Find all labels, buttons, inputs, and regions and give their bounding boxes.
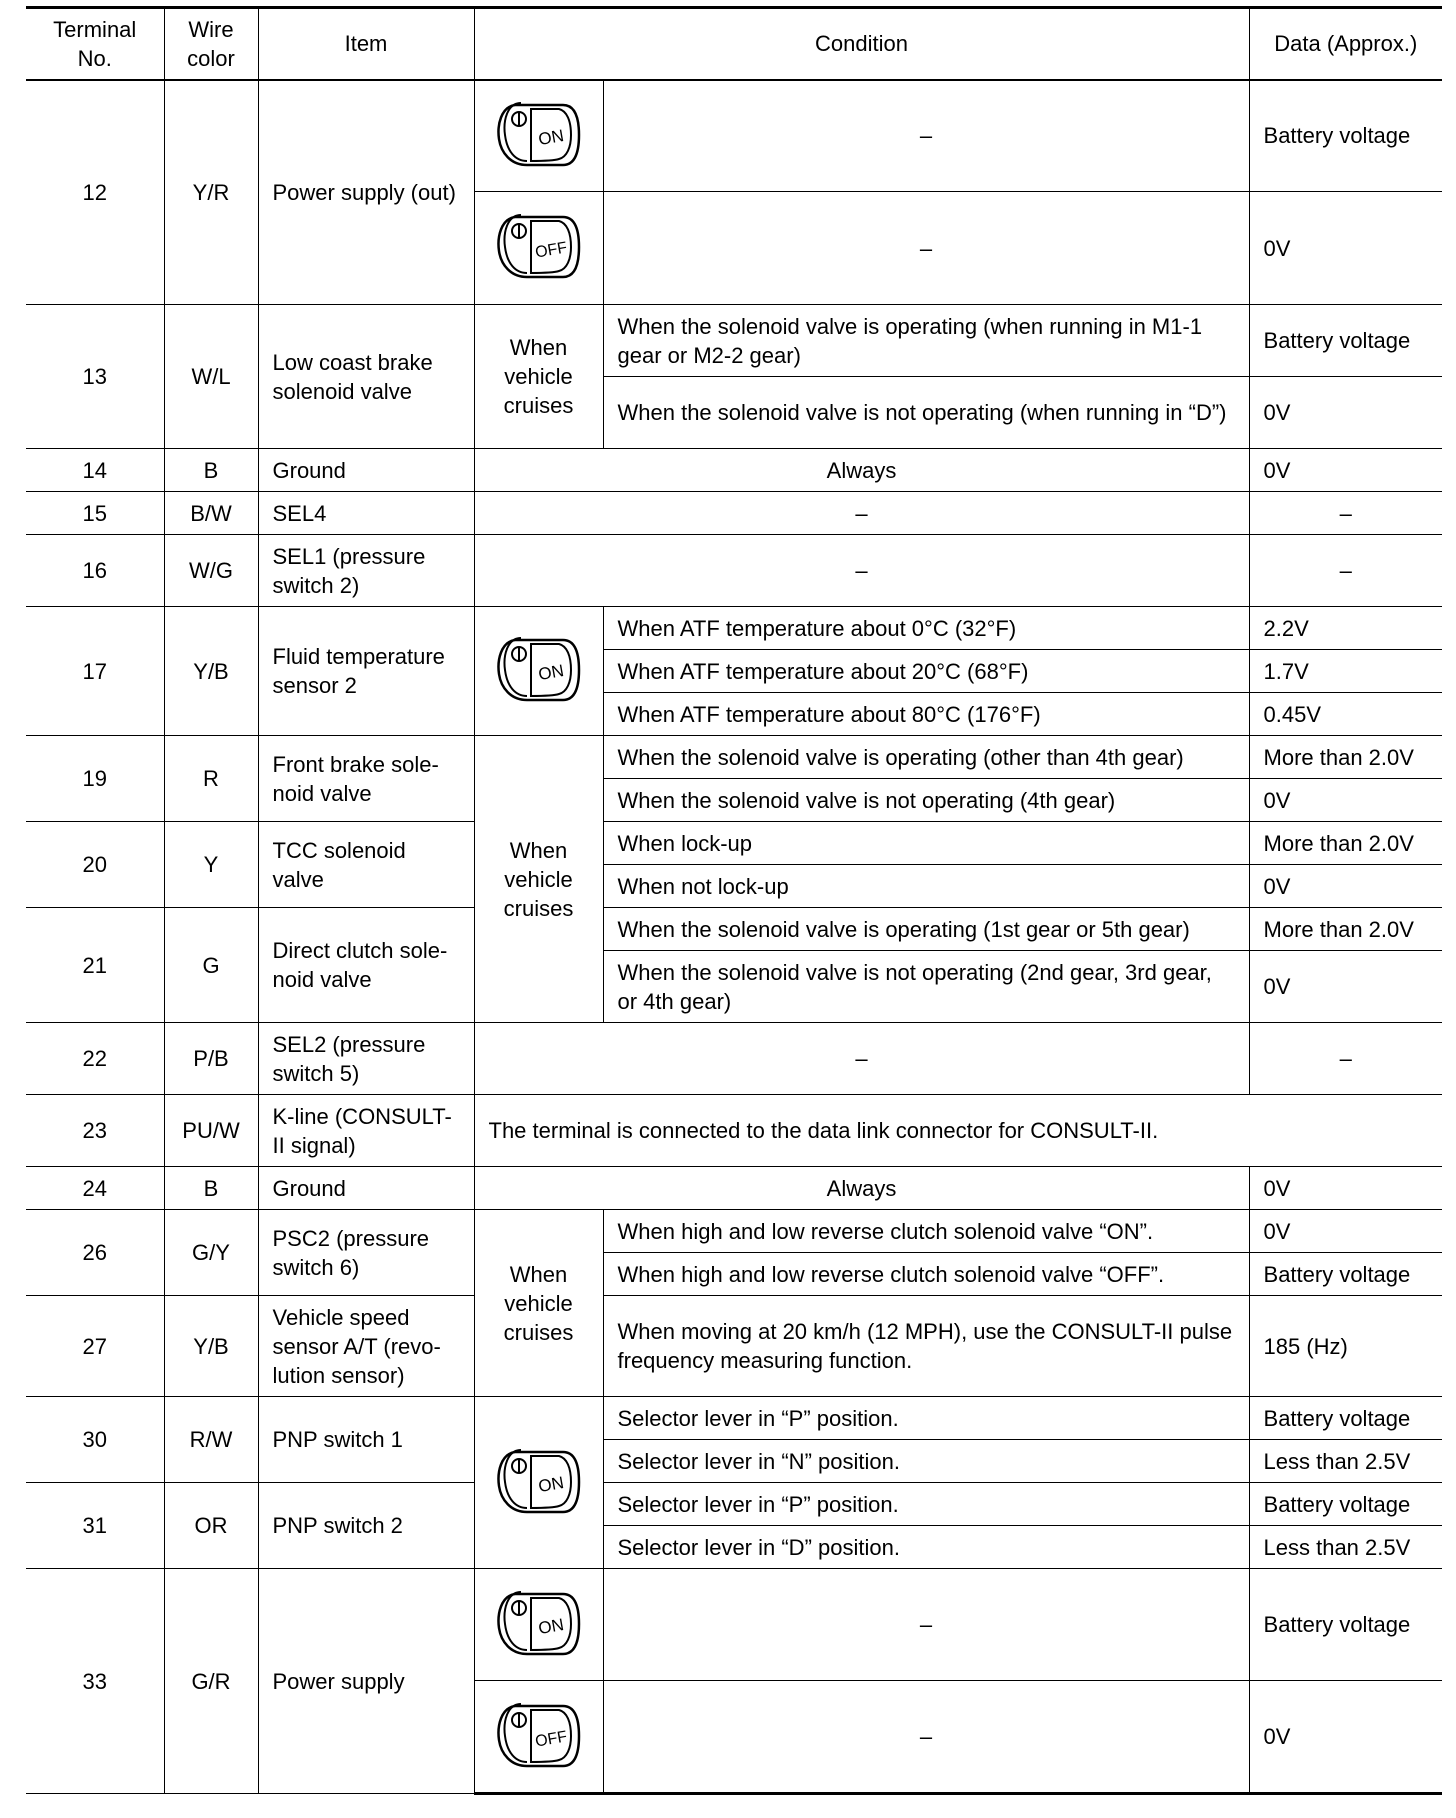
item: Front brake sole- noid valve bbox=[258, 736, 474, 822]
svg-text:ON: ON bbox=[536, 1614, 565, 1638]
wire-color: G bbox=[164, 908, 258, 1023]
condition: – bbox=[603, 1569, 1249, 1681]
terminal-no: 27 bbox=[26, 1296, 164, 1397]
table-row bbox=[26, 607, 1442, 650]
condition: When moving at 20 km/h (12 MPH), use the CONSULT-II pulse frequency measuring function. bbox=[603, 1296, 1249, 1397]
data-value: 185 (Hz) bbox=[1249, 1296, 1442, 1397]
data-value: Battery voltage bbox=[1249, 305, 1442, 377]
terminal-no: 13 bbox=[26, 305, 164, 449]
condition: When the solenoid valve is not operating (4th gear) bbox=[603, 779, 1249, 822]
condition: When high and low reverse clutch solenoid valve “ON”. bbox=[603, 1210, 1249, 1253]
svg-text:OFF: OFF bbox=[533, 239, 568, 262]
terminal-no: 15 bbox=[26, 492, 164, 535]
data-value: – bbox=[1249, 492, 1442, 535]
header-data: Data (Approx.) bbox=[1249, 8, 1442, 80]
condition: When ATF temperature about 80°C (176°F) bbox=[603, 693, 1249, 736]
item: SEL4 bbox=[258, 492, 474, 535]
wire-color: B bbox=[164, 1167, 258, 1210]
terminal-no: 20 bbox=[26, 822, 164, 908]
wire-color: R bbox=[164, 736, 258, 822]
data-value: 0V bbox=[1249, 951, 1442, 1023]
condition: – bbox=[603, 1681, 1249, 1794]
when-vehicle-cruises-label: When vehicle cruises bbox=[474, 305, 603, 449]
data-value: 0V bbox=[1249, 779, 1442, 822]
table-row bbox=[26, 492, 1442, 535]
data-value: Less than 2.5V bbox=[1249, 1440, 1442, 1483]
table-row bbox=[26, 1569, 1442, 1681]
data-value: 0V bbox=[1249, 1210, 1442, 1253]
condition: When high and low reverse clutch solenoid valve “OFF”. bbox=[603, 1253, 1249, 1296]
terminal-no: 19 bbox=[26, 736, 164, 822]
wire-color: W/G bbox=[164, 535, 258, 607]
table-row bbox=[26, 1167, 1442, 1210]
terminal-no: 12 bbox=[26, 80, 164, 305]
item: PNP switch 1 bbox=[258, 1397, 474, 1483]
condition: Always bbox=[474, 1167, 1249, 1210]
header-item: Item bbox=[258, 8, 474, 80]
svg-text:ON: ON bbox=[536, 1472, 565, 1496]
item: Ground bbox=[258, 449, 474, 492]
table-row bbox=[26, 1483, 1442, 1526]
condition: When the solenoid valve is not operating (when running in “D”) bbox=[603, 377, 1249, 449]
item: Vehicle speed sensor A/T (revo- lution sensor) bbox=[258, 1296, 474, 1397]
svg-text:ON: ON bbox=[536, 125, 565, 149]
condition: The terminal is connected to the data link connector for CONSULT-II. bbox=[474, 1095, 1442, 1167]
ignition-on-key-icon bbox=[474, 80, 603, 192]
header-wire-color: Wire color bbox=[164, 8, 258, 80]
item: SEL1 (pressure switch 2) bbox=[258, 535, 474, 607]
condition: – bbox=[603, 192, 1249, 305]
table-row bbox=[26, 305, 1442, 377]
terminal-no: 22 bbox=[26, 1023, 164, 1095]
data-value: 0V bbox=[1249, 1167, 1442, 1210]
wire-color: B/W bbox=[164, 492, 258, 535]
table-row bbox=[26, 908, 1442, 951]
terminal-no: 21 bbox=[26, 908, 164, 1023]
table-row bbox=[26, 1023, 1442, 1095]
item: Low coast brake solenoid valve bbox=[258, 305, 474, 449]
terminal-spec-table bbox=[26, 6, 1442, 1795]
wire-color: P/B bbox=[164, 1023, 258, 1095]
terminal-no: 24 bbox=[26, 1167, 164, 1210]
condition: When the solenoid valve is operating (other than 4th gear) bbox=[603, 736, 1249, 779]
terminal-no: 17 bbox=[26, 607, 164, 736]
table-row bbox=[26, 1397, 1442, 1440]
terminal-no: 31 bbox=[26, 1483, 164, 1569]
table-row bbox=[26, 535, 1442, 607]
data-value: – bbox=[1249, 535, 1442, 607]
wire-color: Y/B bbox=[164, 607, 258, 736]
wire-color: G/Y bbox=[164, 1210, 258, 1296]
ignition-off-key-icon bbox=[474, 1681, 603, 1794]
terminal-no: 14 bbox=[26, 449, 164, 492]
wire-color: Y bbox=[164, 822, 258, 908]
item: PSC2 (pressure switch 6) bbox=[258, 1210, 474, 1296]
ignition-on-key-icon bbox=[474, 607, 603, 736]
wire-color: Y/R bbox=[164, 80, 258, 305]
data-value: 0V bbox=[1249, 449, 1442, 492]
wire-color: R/W bbox=[164, 1397, 258, 1483]
when-vehicle-cruises-label: When vehicle cruises bbox=[474, 736, 603, 1023]
wire-color: PU/W bbox=[164, 1095, 258, 1167]
data-value: 1.7V bbox=[1249, 650, 1442, 693]
table-row bbox=[26, 822, 1442, 865]
item: PNP switch 2 bbox=[258, 1483, 474, 1569]
terminal-no: 23 bbox=[26, 1095, 164, 1167]
wire-color: B bbox=[164, 449, 258, 492]
data-value: 0V bbox=[1249, 377, 1442, 449]
wire-color: W/L bbox=[164, 305, 258, 449]
data-value: 0V bbox=[1249, 1681, 1442, 1794]
data-value: 2.2V bbox=[1249, 607, 1442, 650]
item: Ground bbox=[258, 1167, 474, 1210]
ignition-on-key-icon bbox=[474, 1569, 603, 1681]
data-value: Battery voltage bbox=[1249, 1253, 1442, 1296]
table-row bbox=[26, 1296, 1442, 1397]
item: Power supply (out) bbox=[258, 80, 474, 305]
data-value: More than 2.0V bbox=[1249, 822, 1442, 865]
table-row bbox=[26, 449, 1442, 492]
condition: When ATF temperature about 0°C (32°F) bbox=[603, 607, 1249, 650]
when-vehicle-cruises-label: When vehicle cruises bbox=[474, 1210, 603, 1397]
svg-text:ON: ON bbox=[536, 660, 565, 685]
table-row bbox=[26, 80, 1442, 192]
condition: Selector lever in “D” position. bbox=[603, 1526, 1249, 1569]
table-row bbox=[26, 736, 1442, 779]
data-value: Battery voltage bbox=[1249, 1397, 1442, 1440]
data-value: 0.45V bbox=[1249, 693, 1442, 736]
data-value: More than 2.0V bbox=[1249, 736, 1442, 779]
item: Direct clutch sole- noid valve bbox=[258, 908, 474, 1023]
wire-color: OR bbox=[164, 1483, 258, 1569]
ignition-on-key-icon bbox=[474, 1397, 603, 1569]
data-value: Battery voltage bbox=[1249, 1483, 1442, 1526]
data-value: Battery voltage bbox=[1249, 80, 1442, 192]
header-condition: Condition bbox=[474, 8, 1249, 80]
svg-text:OFF: OFF bbox=[533, 1727, 568, 1751]
condition: Selector lever in “N” position. bbox=[603, 1440, 1249, 1483]
header-row bbox=[26, 8, 1442, 80]
data-value: Less than 2.5V bbox=[1249, 1526, 1442, 1569]
item: TCC solenoid valve bbox=[258, 822, 474, 908]
table-row bbox=[26, 1210, 1442, 1253]
condition: Always bbox=[474, 449, 1249, 492]
condition: – bbox=[474, 492, 1249, 535]
data-value: Battery voltage bbox=[1249, 1569, 1442, 1681]
condition: Selector lever in “P” position. bbox=[603, 1397, 1249, 1440]
condition: When ATF temperature about 20°C (68°F) bbox=[603, 650, 1249, 693]
item: SEL2 (pressure switch 5) bbox=[258, 1023, 474, 1095]
condition: When the solenoid valve is not operating (2nd gear, 3rd gear, or 4th gear) bbox=[603, 951, 1249, 1023]
wire-color: Y/B bbox=[164, 1296, 258, 1397]
wire-color: G/R bbox=[164, 1569, 258, 1794]
condition: Selector lever in “P” position. bbox=[603, 1483, 1249, 1526]
header-terminal-no: Terminal No. bbox=[26, 8, 164, 80]
item: Power supply bbox=[258, 1569, 474, 1794]
data-value: 0V bbox=[1249, 192, 1442, 305]
item: K-line (CONSULT- II signal) bbox=[258, 1095, 474, 1167]
condition: When lock-up bbox=[603, 822, 1249, 865]
data-value: 0V bbox=[1249, 865, 1442, 908]
condition: – bbox=[603, 80, 1249, 192]
terminal-no: 33 bbox=[26, 1569, 164, 1794]
data-value: More than 2.0V bbox=[1249, 908, 1442, 951]
condition: – bbox=[474, 1023, 1249, 1095]
terminal-no: 16 bbox=[26, 535, 164, 607]
terminal-no: 26 bbox=[26, 1210, 164, 1296]
terminal-no: 30 bbox=[26, 1397, 164, 1483]
ignition-off-key-icon bbox=[474, 192, 603, 305]
data-value: – bbox=[1249, 1023, 1442, 1095]
table-row bbox=[26, 1095, 1442, 1167]
condition: When not lock-up bbox=[603, 865, 1249, 908]
condition: When the solenoid valve is operating (when running in M1-1 gear or M2-2 gear) bbox=[603, 305, 1249, 377]
condition: – bbox=[474, 535, 1249, 607]
condition: When the solenoid valve is operating (1st gear or 5th gear) bbox=[603, 908, 1249, 951]
item: Fluid temperature sensor 2 bbox=[258, 607, 474, 736]
